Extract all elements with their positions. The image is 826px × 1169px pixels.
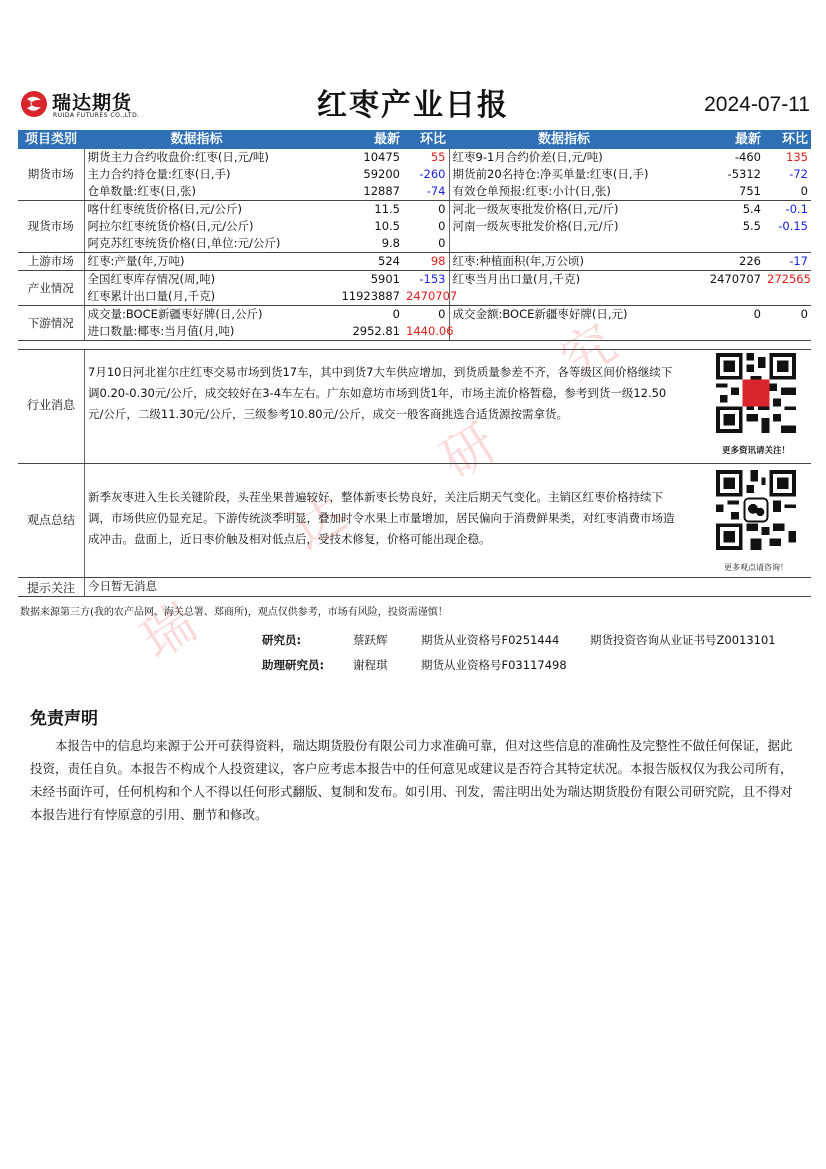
- latest-cell: [679, 288, 764, 306]
- latest-cell: 2470707: [709, 272, 761, 286]
- indicator-cell: 主力合约持仓量:红枣(日,手): [87, 167, 231, 181]
- viewpoint-text: 新季灰枣进入生长关键阶段，头茬坐果普遍较好，整体新枣长势良好，关注后期天气变化。主销区红枣价格持续下调，市场供应仍显充足。下游传统淡季明显，叠加时令水果上市量增加，居民偏向于消费鲜果类，对红枣消费市场造成冲击。盘面上，近日枣价触及相对低点后，受技术修复，价格可能出现企稳。: [88, 490, 675, 546]
- table-row: [18, 166, 811, 183]
- qr-caption: 更多资讯请关注！: [721, 446, 790, 456]
- qr-code-icon[interactable]: [716, 353, 796, 433]
- indicator-cell: [449, 323, 679, 341]
- change-cell: [764, 323, 811, 341]
- data-table: [18, 130, 811, 341]
- header-latest: 最新: [309, 130, 403, 149]
- disclaimer-heading: 免责声明: [30, 709, 98, 729]
- latest-cell: [679, 235, 764, 253]
- change-cell: -153: [403, 271, 449, 289]
- qr-caption: 更多观点请咨询！: [724, 563, 788, 572]
- indicator-cell: 红枣:种植面积(年,万公顷): [449, 253, 679, 271]
- header-latest: 最新: [679, 130, 764, 149]
- indicator-cell: [449, 235, 679, 253]
- change-cell: 55: [403, 149, 449, 166]
- tips-section: [18, 577, 811, 597]
- table-row: [18, 201, 811, 219]
- indicator-cell: 喀什红枣统货价格(日,元/公斤): [87, 202, 243, 216]
- researcher-label: 研究员:: [262, 633, 302, 647]
- researcher-name: 蔡跃辉: [353, 633, 388, 647]
- viewpoint-label: 观点总结: [26, 513, 75, 527]
- latest-cell: 5.5: [742, 219, 761, 233]
- indicator-cell: 阿克苏红枣统货价格(日,单位:元/公斤): [84, 235, 309, 253]
- header-category: 项目类别: [18, 130, 84, 149]
- assistant-label: 助理研究员:: [262, 658, 325, 672]
- change-cell: 0: [800, 307, 808, 321]
- assistant-name: 谢程琪: [353, 658, 388, 672]
- latest-cell: -5312: [727, 167, 761, 181]
- change-cell: -72: [789, 167, 808, 181]
- tips-text: 今日暂无消息: [88, 579, 157, 593]
- indicator-cell: 期货主力合约收盘价:红枣(日,元/吨): [87, 150, 269, 164]
- table-row: [18, 149, 811, 166]
- change-cell: 0: [403, 306, 449, 324]
- header-indicator: 数据指标: [449, 130, 679, 149]
- table-row: [18, 288, 811, 306]
- change-cell: [764, 288, 811, 306]
- watermark-char: 研: [430, 412, 507, 492]
- change-cell: -74: [403, 183, 449, 201]
- category-cell: 上游市场: [18, 253, 84, 271]
- report-title: 红枣产业日报: [317, 88, 509, 123]
- latest-cell: 10.5: [374, 219, 400, 233]
- indicator-cell: 红枣累计出口量(月,千克): [84, 288, 309, 306]
- report-date: 2024-07-11: [704, 93, 810, 116]
- indicator-cell: 红枣:产量(年,万吨): [84, 253, 309, 271]
- change-cell: 135: [786, 150, 808, 164]
- indicator-cell: 期货前20名持仓:净买单量:红枣(日,手): [452, 167, 649, 181]
- indicator-cell: 红枣9-1月合约价差(日,元/吨): [452, 150, 603, 164]
- table-header-row: [18, 130, 811, 149]
- latest-cell: 12887: [309, 183, 403, 201]
- table-row: [18, 253, 811, 271]
- disclaimer-text: 本报告中的信息均来源于公开可获得资料，瑞达期货股份有限公司力求准确可靠，但对这些信息的准确性及完整性不做任何保证，据此投资，责任自负。本报告不构成个人投资建议，客户应考虑本报告中的任何意见或建议是否符合其特定状况。本报告版权仅为我公司所有，未经书面许可，任何机构和个人不得以任何形式翻版、复制和发布。如引用、刊发，需注明出处为瑞达期货股份有限公司研究院，且不得对本报告进行有悖原意的引用、删节和修改。: [30, 738, 793, 822]
- latest-cell: 59200: [363, 167, 400, 181]
- watermark-char: 达: [280, 482, 357, 562]
- change-cell: [764, 235, 811, 253]
- indicator-cell: 河南一级灰枣批发价格(日,元/斤): [452, 219, 619, 233]
- latest-cell: 2952.81: [309, 323, 403, 341]
- change-cell: -260: [403, 166, 449, 183]
- indicator-cell: 全国红枣库存情况(周,吨): [87, 272, 216, 286]
- change-cell: 0: [403, 235, 449, 253]
- indicator-cell: 阿拉尔红枣统货价格(日,元/公斤): [87, 219, 254, 233]
- change-cell: 272565: [767, 272, 811, 286]
- latest-cell: 11.5: [374, 202, 400, 216]
- data-source-note: 数据来源第三方(我的农产品网、海关总署、郑商所)，观点仅供参考，市场有风险，投资需谨慎！: [20, 607, 448, 618]
- researcher-advisor-cert: 期货投资咨询从业证书号Z0013101: [590, 633, 776, 647]
- latest-cell: [679, 323, 764, 341]
- industry-news-section: [18, 349, 811, 464]
- viewpoint-section: [18, 463, 811, 578]
- header-change: 环比: [764, 130, 811, 149]
- table-row: [18, 218, 811, 235]
- latest-cell: 11923887: [309, 288, 403, 306]
- change-cell: -17: [764, 253, 811, 271]
- header-indicator: 数据指标: [84, 130, 309, 149]
- latest-cell: 10475: [363, 150, 400, 164]
- change-cell: 0: [403, 201, 449, 219]
- indicator-cell: 进口数量:椰枣:当月值(月,吨): [84, 323, 309, 341]
- industry-news-label: 行业消息: [26, 398, 75, 412]
- change-cell: 2470707: [403, 288, 449, 306]
- indicator-cell: 河北一级灰枣批发价格(日,元/斤): [452, 202, 619, 216]
- change-cell: 1440.06: [403, 323, 449, 341]
- latest-cell: 751: [679, 183, 764, 201]
- latest-cell: 5901: [370, 272, 400, 286]
- indicator-cell: 仓单数量:红枣(日,张): [84, 183, 309, 201]
- indicator-cell: 成交量:BOCE新疆枣好牌(日,公斤): [87, 307, 263, 321]
- indicator-cell: [449, 288, 679, 306]
- tips-label: 提示关注: [26, 581, 75, 595]
- indicator-cell: 有效仓单预报:红枣:小计(日,张): [449, 183, 679, 201]
- industry-news-text: 7月10日河北崔尔庄红枣交易市场到货17车，其中到货7大车供应增加，到货质量参差不齐，各等级区间价格继续下调0.20-0.30元/公斤，成交较好在3-4车左右。广东如意坊市场到货1年，市场主流价格暂稳，参考到货一级12.50元/公斤，二级11.30元/公斤，三级参考10.80元/公斤，成交一般客商挑选合适货源按需拿货。: [88, 365, 673, 421]
- logo-text: 瑞达期货: [52, 92, 133, 114]
- latest-cell: 9.8: [309, 235, 403, 253]
- change-cell: 0: [764, 183, 811, 201]
- table-row: [18, 235, 811, 253]
- latest-cell: 5.4: [742, 202, 761, 216]
- table-row: [18, 323, 811, 341]
- researcher-cert: 期货从业资格号F0251444: [421, 633, 560, 647]
- change-cell: -0.1: [785, 202, 808, 216]
- latest-cell: 226: [679, 253, 764, 271]
- latest-cell: 0: [753, 307, 761, 321]
- indicator-cell: 红枣当月出口量(月,千克): [452, 272, 581, 286]
- header-change: 环比: [403, 130, 449, 149]
- category-cell: 下游情况: [18, 306, 84, 341]
- wechat-qr-code-icon[interactable]: [716, 470, 796, 550]
- category-cell: 期货市场: [18, 149, 84, 201]
- assistant-cert: 期货从业资格号F03117498: [421, 658, 567, 672]
- watermark-char: 究: [550, 312, 627, 392]
- indicator-cell: 成交金额:BOCE新疆枣好牌(日,元): [452, 307, 628, 321]
- latest-cell: -460: [734, 150, 761, 164]
- change-cell: 0: [403, 218, 449, 235]
- table-row: [18, 306, 811, 324]
- latest-cell: 524: [309, 253, 403, 271]
- category-cell: 现货市场: [18, 201, 84, 253]
- latest-cell: 0: [392, 307, 400, 321]
- category-cell: 产业情况: [18, 271, 84, 306]
- change-cell: 98: [403, 253, 449, 271]
- change-cell: -0.15: [778, 219, 808, 233]
- table-row: [18, 271, 811, 289]
- table-row: [18, 183, 811, 201]
- watermark-char: 瑞: [130, 592, 207, 672]
- logo-subtext: RUIDA FUTURES CO.,LTD.: [53, 112, 140, 119]
